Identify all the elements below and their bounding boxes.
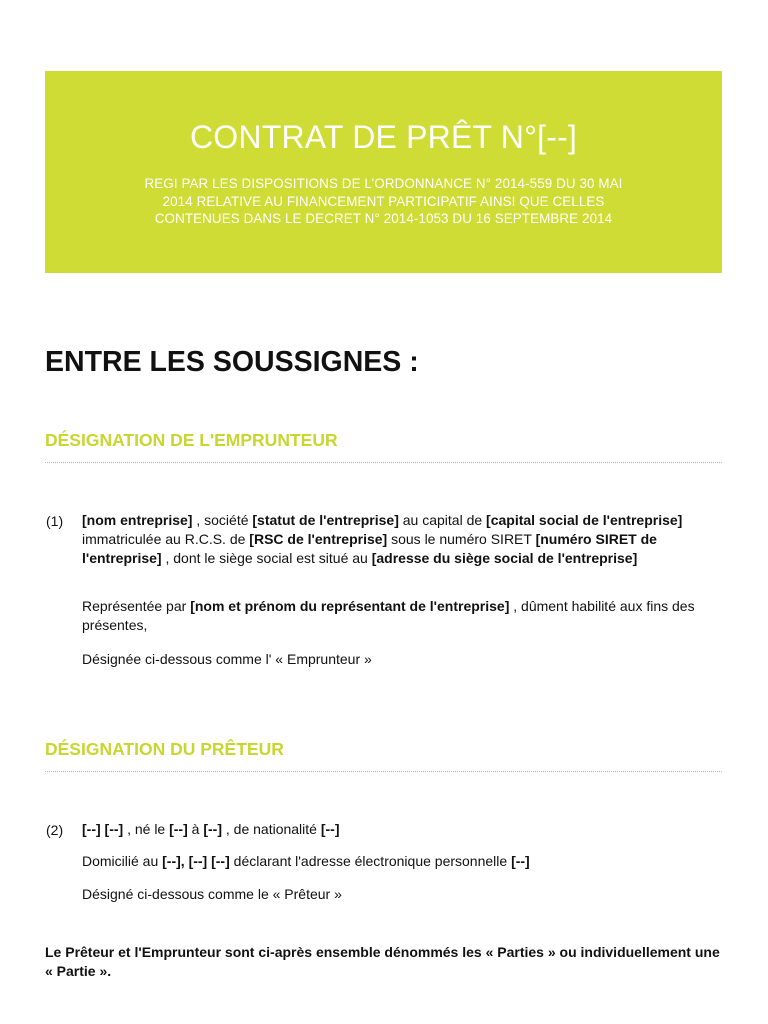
siret-placeholder: [numéro SIRET de l'entreprise]: [82, 531, 657, 566]
company-status-placeholder: [statut de l'entreprise]: [252, 512, 399, 528]
borrower-heading: DÉSIGNATION DE L'EMPRUNTEUR: [45, 430, 338, 450]
lender-heading: DÉSIGNATION DU PRÊTEUR: [45, 739, 284, 759]
lender-address-placeholder: [--], [--] [--]: [162, 853, 230, 869]
text: sous le numéro SIRET: [387, 531, 536, 547]
text: , né le: [123, 821, 170, 837]
borrower-identity-paragraph: [82, 511, 722, 568]
text: déclarant l'adresse électronique personnelle: [229, 853, 512, 869]
text: Domicilié au: [82, 853, 163, 869]
text: , dûment habilité aux fins des présentes,: [82, 598, 695, 633]
subtitle-line: 2014 RELATIVE AU FINANCEMENT PARTICIPATIF AINSI QUE CELLES: [162, 193, 605, 209]
lender-name-placeholder: [--] [--]: [82, 821, 124, 837]
representative-placeholder: [nom et prénom du représentant de l'entreprise]: [190, 598, 510, 614]
lender-identity-paragraph: [82, 820, 722, 839]
birth-date-placeholder: [--]: [169, 821, 188, 837]
address-placeholder: [adresse du siège social de l'entreprise]: [371, 550, 638, 566]
text: , société: [192, 512, 253, 528]
borrower-number: (1): [46, 513, 64, 529]
header-banner: [45, 71, 722, 273]
section-divider: [45, 462, 722, 463]
text: immatriculée au R.C.S. de: [82, 531, 250, 547]
text: , dont le siège social est situé au: [161, 550, 372, 566]
nationality-placeholder: [--]: [320, 821, 340, 837]
section-divider: [45, 771, 722, 772]
lender-number: (2): [46, 822, 64, 838]
parties-definition-paragraph: Le Prêteur et l'Emprunteur sont ci-après ensemble dénommés les « Parties » ou individuellement une « Partie ».: [45, 944, 720, 979]
parties-heading: ENTRE LES SOUSSIGNES :: [45, 346, 419, 378]
lender-address-paragraph: [82, 852, 722, 871]
email-placeholder: [--]: [511, 853, 530, 869]
borrower-designation-paragraph: Désignée ci-dessous comme l' « Emprunteur »: [82, 651, 372, 667]
contract-subtitle: [105, 175, 662, 228]
lender-designation-paragraph: Désigné ci-dessous comme le « Prêteur »: [82, 886, 342, 902]
borrower-representative-paragraph: [82, 597, 722, 635]
text: à: [187, 821, 204, 837]
birth-place-placeholder: [--]: [203, 821, 222, 837]
subtitle-line: REGI PAR LES DISPOSITIONS DE L’ORDONNANCE N° 2014-559 DU 30 MAI: [144, 176, 623, 191]
subtitle-line: CONTENUES DANS LE DECRET N° 2014-1053 DU 16 SEPTEMBRE 2014: [154, 211, 613, 226]
rcs-placeholder: [RSC de l'entreprise]: [249, 531, 388, 547]
text: , de nationalité: [222, 821, 321, 837]
contract-title: CONTRAT DE PRÊT N°[--]: [190, 119, 577, 155]
company-name-placeholder: [nom entreprise]: [82, 512, 193, 528]
text: Représentée par: [82, 598, 191, 614]
text: au capital de: [398, 512, 487, 528]
capital-placeholder: [capital social de l'entreprise]: [486, 512, 683, 528]
